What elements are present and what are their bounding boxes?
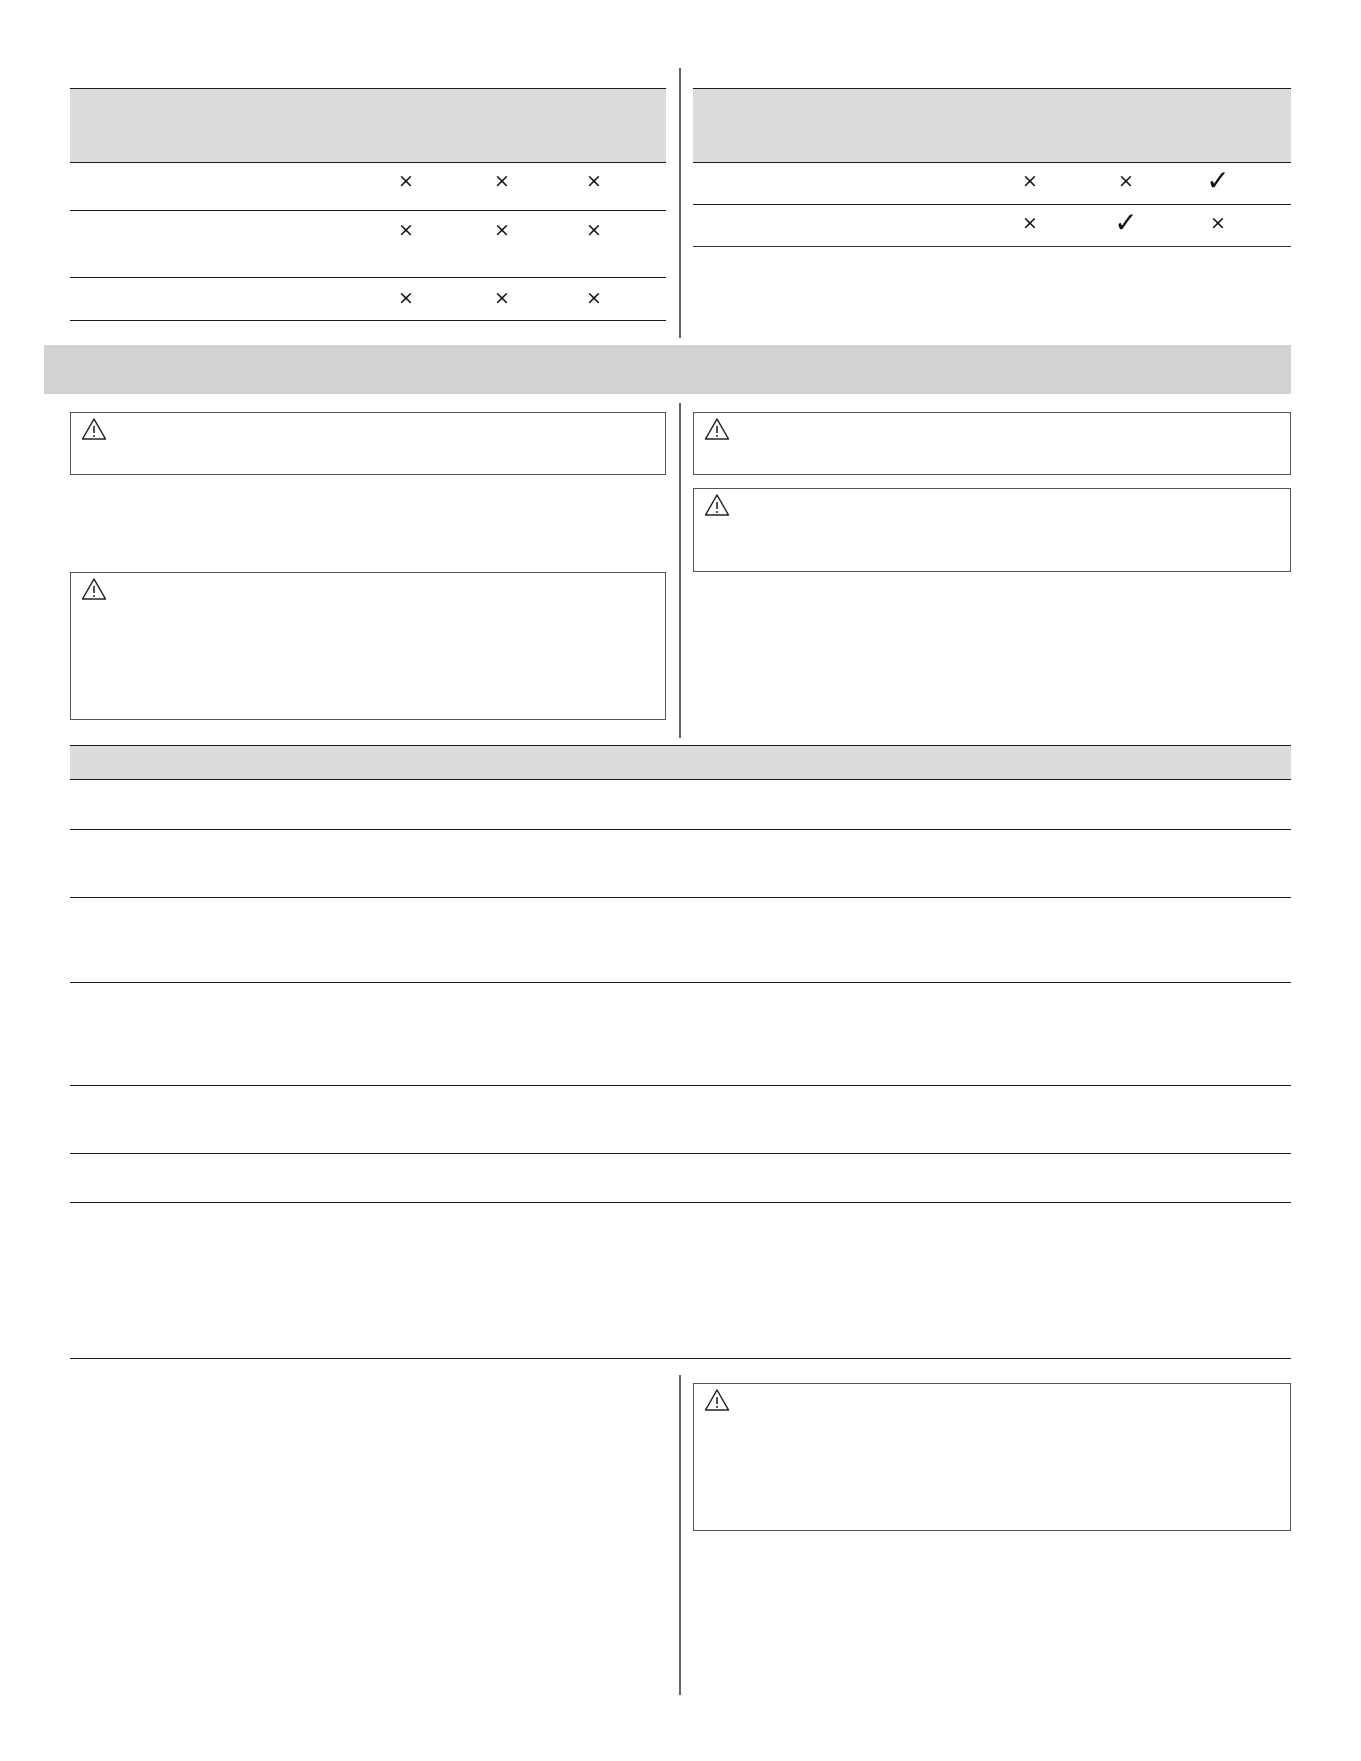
cross-icon: ×	[1022, 170, 1038, 192]
cross-icon: ×	[1022, 212, 1038, 234]
cross-icon: ×	[398, 219, 414, 241]
warning-icon	[81, 417, 107, 441]
cross-icon: ×	[398, 287, 414, 309]
table-rule	[693, 88, 1291, 89]
warning-box	[693, 488, 1291, 572]
table-rule	[70, 1202, 1291, 1203]
table-rule	[70, 829, 1291, 830]
cross-icon: ×	[1210, 212, 1226, 234]
warning-icon	[81, 577, 107, 601]
warning-box	[70, 412, 666, 475]
warning-icon	[704, 1388, 730, 1412]
table-header	[70, 88, 666, 162]
cross-icon: ×	[586, 170, 602, 192]
table-rule	[693, 246, 1291, 247]
table-rule	[70, 779, 1291, 780]
table-rule	[693, 204, 1291, 205]
cross-icon: ×	[398, 170, 414, 192]
warning-icon	[704, 417, 730, 441]
check-icon: ✓	[1114, 206, 1138, 239]
table-rule	[70, 1153, 1291, 1154]
table-rule	[70, 162, 666, 163]
cross-icon: ×	[494, 287, 510, 309]
warning-box	[693, 412, 1291, 475]
table-rule	[70, 320, 666, 321]
table-rule	[70, 1358, 1291, 1359]
table-rule	[693, 162, 1291, 163]
cross-icon: ×	[586, 287, 602, 309]
cross-icon: ×	[494, 219, 510, 241]
table-rule	[70, 88, 666, 89]
warning-icon	[704, 493, 730, 517]
column-divider-middle	[679, 403, 681, 738]
section-header-band	[44, 345, 1291, 394]
table-header	[70, 746, 1291, 779]
cross-icon: ×	[586, 219, 602, 241]
column-divider-top	[679, 68, 681, 338]
table-rule	[70, 897, 1291, 898]
column-divider-bottom	[679, 1375, 681, 1695]
table-rule	[70, 277, 666, 278]
table-rule	[70, 1085, 1291, 1086]
cross-icon: ×	[494, 170, 510, 192]
table-header	[693, 88, 1291, 162]
table-rule	[70, 982, 1291, 983]
warning-box	[70, 572, 666, 720]
warning-box	[693, 1383, 1291, 1531]
check-icon: ✓	[1206, 164, 1230, 197]
cross-icon: ×	[1118, 170, 1134, 192]
table-rule	[70, 210, 666, 211]
